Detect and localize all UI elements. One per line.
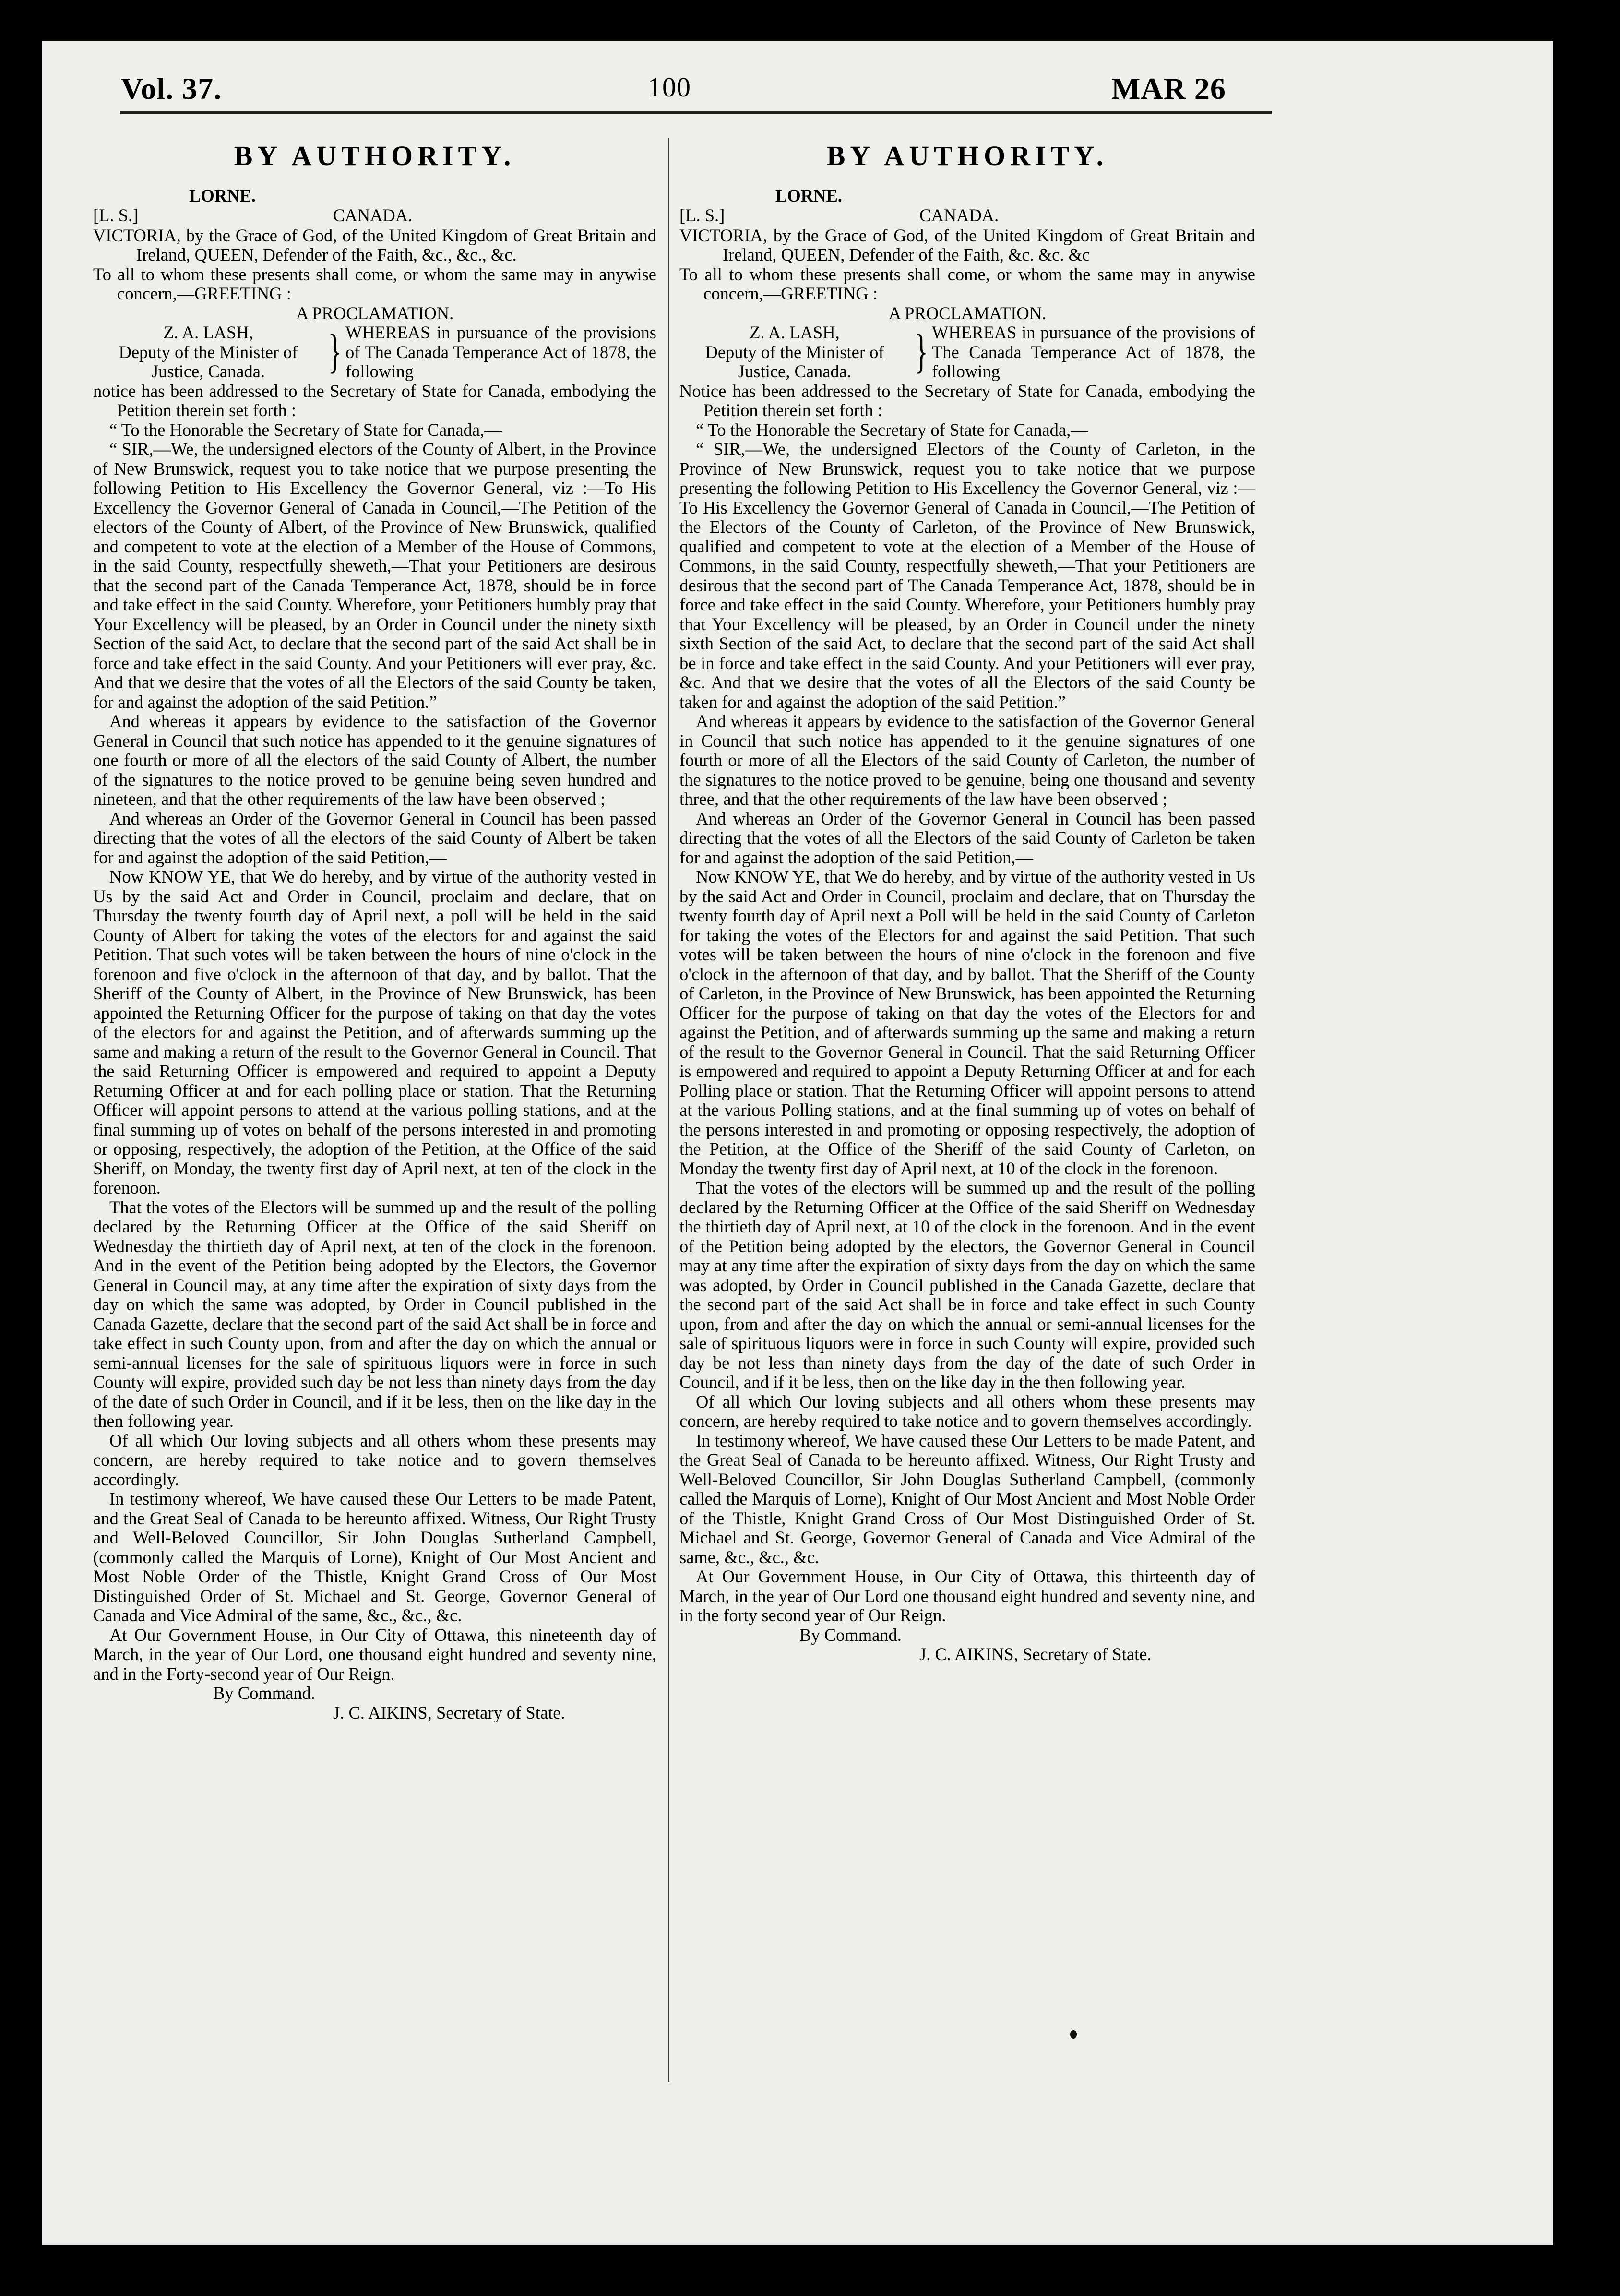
right-whereas-a: WHEREAS in pursuance of the provisions of The Canada Temperance Act of 1878, the following (932, 323, 1255, 381)
left-brace: } (328, 324, 342, 378)
right-column (679, 139, 1255, 1664)
left-para3: Now KNOW YE, that We do hereby, and by virtue of the authority vested in Us by the said Act and Order in Council, proclaim and declare, that on Thursday the twenty fourth day of April next, a poll will be held in the said County of Albert for taking the votes of the electors for and against the said Petition. That such votes will be taken between the hours of nine o'clock in the forenoon and five o'clock in the afternoon of that day, and by ballot. That the Sheriff of the County of Albert, in the Province of New Brunswick, has been appointed the Returning Officer for the purpose of taking on that day the votes of the electors for and against the Petition, and of afterwards summing up the same and making a return of the result to the Governor General in Council. That the said Returning Officer is empowered and required to appoint a Deputy Returning Officer at and for each polling place or station. That the Returning Officer will appoint persons to attend at the various polling stations, and at the final summing up of votes on behalf of the persons interested in and promoting or opposing, respectively, the adoption of the Petition, at the Office of the said Sheriff, on Monday, the twenty first day of April next, at ten of the clock in the forenoon. (93, 867, 656, 1197)
right-whereas-b: Notice has been addressed to the Secretary of State for Canada, embodying the Petition therein set forth : (679, 381, 1255, 420)
left-whereas-a: WHEREAS in pursuance of the provisions of The Canada Temperance Act of 1878, the following (345, 323, 656, 381)
left-proclamation: A PROCLAMATION. (296, 303, 454, 323)
left-by-command: By Command. (213, 1683, 315, 1703)
right-by-command: By Command. (799, 1625, 902, 1645)
right-para7: At Our Government House, in Our City of Ottawa, this thirteenth day of March, in the year of Our Lord one thousand eight hundred and seventy nine, and in the forty second year of Our Reign. (679, 1567, 1255, 1625)
right-country: CANADA. (919, 205, 999, 225)
left-heading: BY AUTHORITY. (234, 140, 516, 171)
right-para1: And whereas it appears by evidence to the satisfaction of the Governor General in Council that such notice has appended to it the genuine signatures of one fourth or more of all the Electors of the said County of Carleton, the number of the signatures to the notice proved to be genuine, being one thousand and seventy three, and that the other requirements of the law have been observed ; (679, 711, 1255, 809)
right-lash-name: Z. A. LASH, (750, 323, 840, 342)
left-country: CANADA. (333, 205, 413, 225)
left-column (93, 139, 656, 1722)
right-seal-row (679, 206, 1255, 226)
right-to-hon: “ To the Honorable the Secretary of State for Canada,— (696, 419, 1088, 440)
right-lash-title: Deputy of the Minister of Justice, Canada. (705, 342, 884, 381)
right-para6: In testimony whereof, We have caused these Our Letters to be made Patent, and the Great Seal of Canada to be hereunto affixed. Witness, Our Right Trusty and Well-Beloved Councillor, Sir John Douglas Sutherland Campbell, (commonly called the Marquis of Lorne), Knight of Our Most Ancient and Most Noble Order of the Thistle, Knight Grand Cross of Our Most Distinguished Order of St. Michael and St. George, Governor General of Canada and Vice Admiral of the same, &c., &c., &c. (679, 1430, 1255, 1567)
volume-number: Vol. 37. (121, 72, 222, 106)
ink-blot (1070, 2030, 1077, 2039)
right-lorne: LORNE. (775, 186, 842, 205)
left-signature: J. C. AIKINS, Secretary of State. (333, 1702, 565, 1722)
left-para7: At Our Government House, in Our City of Ottawa, this nineteenth day of March, in the year of Our Lord, one thousand eight hundred and seventy nine, and in the Forty-second year of Our Reign. (93, 1625, 656, 1684)
right-lash-signatory (679, 323, 910, 382)
left-lash-name: Z. A. LASH, (163, 323, 253, 342)
header-rule (120, 111, 1272, 114)
right-para3: Now KNOW YE, that We do hereby, and by virtue of the authority vested in Us by the said Act and Order in Council, proclaim and declare, that on Thursday the twenty fourth day of April next a Poll will be held in the said County of Carleton for taking the votes of the Electors for and against the said Petition. That such votes will be taken between the hours of nine o'clock in the forenoon and five o'clock in the afternoon of that day, and by ballot. That the Sheriff of the County of Carleton, in the Province of New Brunswick, has been appointed the Returning Officer for the purpose of taking on that day the votes of the Electors for and against the Petition, and of afterwards summing up the same and making a return of the result to the Governor General in Council. That the said Returning Officer is empowered and required to appoint a Deputy Returning Officer at and for each Polling place or station. That the Returning Officer will appoint persons to attend at the various Polling stations, and at the final summing up of votes on behalf of the persons interested in and promoting or opposing respectively, the adoption of the Petition, at the Office of the Sheriff of the said County of Carleton, on Monday the twenty first day of April next, at 10 of the clock in the forenoon. (679, 867, 1255, 1178)
left-whereas-b: notice has been addressed to the Secretary of State for Canada, embodying the Petition therein set forth : (93, 381, 656, 420)
right-proclamation: A PROCLAMATION. (888, 303, 1047, 323)
right-para2: And whereas an Order of the Governor General in Council has been passed directing that the votes of all the Electors of the said County of Carleton be taken for and against the adoption of the said Petition,— (679, 808, 1255, 867)
right-heading: BY AUTHORITY. (826, 140, 1108, 171)
left-lash-block (93, 323, 656, 382)
right-para4: That the votes of the electors will be summed up and the result of the polling declared by the Returning Officer at the Office of the said Sheriff on Wednesday the thirtieth day of April next, at 10 of the clock in the forenoon. And in the event of the Petition being adopted by the electors, the Governor General in Council may at any time after the expiration of sixty days from the day on which the same was adopted, by Order in Council published in the Canada Gazette, declare that the second part of the said Act shall be in force and take effect in such County upon, from and after the day on which the annual or semi-annual licenses for the sale of spirituous liquors were in force in such County will expire, provided such day be not less than ninety days from the day of the date of such Order in Council, and if it be less, then on the like day in the then following year. (679, 1178, 1255, 1392)
left-para2: And whereas an Order of the Governor General in Council has been passed directing that the votes of all the electors of the said County of Albert be taken for and against the adoption of the said Petition,— (93, 808, 656, 867)
right-lash-block (679, 323, 1255, 382)
right-to-all: To all to whom these presents shall come, or whom the same may in anywise concern,—GREETING : (679, 264, 1255, 303)
left-para1: And whereas it appears by evidence to the satisfaction of the Governor General in Council that such notice has appended to it the genuine signatures of one fourth or more of all the electors of the said County of Albert, the number of the signatures to the notice proved to be genuine being seven hundred and nineteen, and that the other requirements of the law have been observed ; (93, 711, 656, 809)
right-seal: [L. S.] (679, 205, 725, 225)
left-seal: [L. S.] (93, 205, 139, 225)
column-divider (668, 138, 669, 2082)
page-number: 100 (648, 72, 691, 103)
left-lorne: LORNE. (189, 186, 256, 205)
left-para4: That the votes of the Electors will be summed up and the result of the polling declared by the Returning Officer at the Office of the said Sheriff on Wednesday the thirtieth day of April next, at ten of the clock in the forenoon. And in the event of the Petition being adopted by the Electors, the Governor General in Council may, at any time after the expiration of sixty days from the day on which the same was adopted, by Order in Council published in the Canada Gazette, declare that the second part of the said Act shall be in force and take effect in such County upon, from and after the day on which the annual or semi-annual licenses for the sale of spirituous liquors were in force in such County will expire, provided such day be not less than ninety days from the day of the date of such Order in Council, and if it be less, then on the like day in the then following year. (93, 1197, 656, 1431)
right-signature: J. C. AIKINS, Secretary of State. (919, 1644, 1152, 1664)
left-lash-signatory (93, 323, 323, 382)
left-victoria: VICTORIA, by the Grace of God, of the United Kingdom of Great Britain and Ireland, QUEEN, Defender of the Faith, &c., &c., &c. (93, 225, 656, 264)
left-to-hon: “ To the Honorable the Secretary of State for Canada,— (109, 419, 502, 440)
left-para6: In testimony whereof, We have caused these Our Letters to be made Patent, and the Great Seal of Canada to be hereunto affixed. Witness, Our Right Trusty and Well-Beloved Councillor, Sir John Douglas Sutherland Campbell, (commonly called the Marquis of Lorne), Knight of Our Most Ancient and Most Noble Order of the Thistle, Knight Grand Cross of Our Most Distinguished Order of St. Michael and St. George, Governor General of Canada and Vice Admiral of the same, &c., &c., &c. (93, 1489, 656, 1625)
right-petition: “ SIR,—We, the undersigned Electors of the County of Carleton, in the Province of New Brunswick, request you to take notice that we purpose presenting the following Petition to His Excellency the Governor General, viz :—To His Excellency the Governor General of Canada in Council,—The Petition of the Electors of the County of Carleton, of the Province of New Brunswick, qualified and competent to vote at the election of a Member of the House of Commons, in the said County, respectfully sheweth,—That your Petitioners are desirous that the second part of The Canada Temperance Act, 1878, should be in force and take effect in the said County. Wherefore, your Petitioners humbly pray that Your Excellency will be pleased, by an Order in Council under the ninety sixth Section of the said Act, to declare that the second part of the said Act shall be in force and take effect in the said County. And your Petitioners will ever pray, &c. And that we desire that the votes of all the Electors of the said County be taken for and against the adoption of the said Petition.” (679, 439, 1255, 712)
left-to-all: To all to whom these presents shall come, or whom the same may in anywise concern,—GREETING : (93, 264, 656, 303)
issue-date: MAR 26 (1111, 72, 1226, 106)
left-para5: Of all which Our loving subjects and all others whom these presents may concern, are hereby required to take notice and to govern themselves accordingly. (93, 1430, 656, 1489)
right-victoria: VICTORIA, by the Grace of God, of the United Kingdom of Great Britain and Ireland, QUEEN, Defender of the Faith, &c. &c. &c (679, 225, 1255, 264)
right-brace: } (914, 324, 928, 378)
right-para5: Of all which Our loving subjects and all others whom these presents may concern, are hereby required to take notice and to govern themselves accordingly. (679, 1391, 1255, 1431)
left-lash-title: Deputy of the Minister of Justice, Canada. (119, 342, 298, 381)
left-seal-row (93, 206, 656, 226)
left-petition: “ SIR,—We, the undersigned electors of the County of Albert, in the Province of New Brunswick, request you to take notice that we purpose presenting the following Petition to His Excellency the Governor General, viz :—To His Excellency the Governor General of Canada in Council,—The Petition of the electors of the County of Albert, of the Province of New Brunswick, qualified and competent to vote at the election of a Member of the House of Commons, in the said County, respectfully sheweth,—That your Petitioners are desirous that the second part of the Canada Temperance Act, 1878, should be in force and take effect in the said County. Wherefore, your Petitioners humbly pray that Your Excellency will be pleased, by an Order in Council under the ninety sixth Section of the said Act, to declare that the second part of the said Act shall be in force and take effect in the said County. And your Petitioners will ever pray, &c. And that we desire that the votes of all the Electors of the said County be taken, for and against the adoption of the said Petition.” (93, 439, 656, 712)
